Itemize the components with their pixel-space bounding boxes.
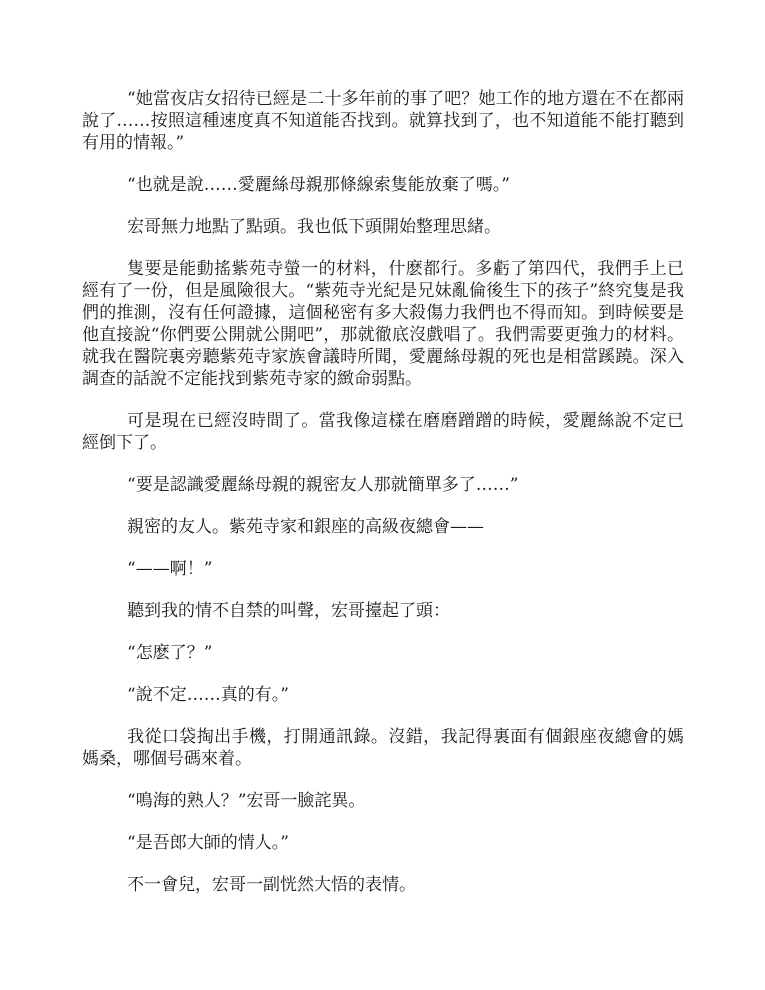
- paragraph: 宏哥無力地點了點頭。我也低下頭開始整理思緒。: [127, 217, 502, 237]
- paragraph: 親密的友人。紫苑寺家和銀座的高級夜總會——: [127, 517, 485, 537]
- paragraph: 可是現在已經沒時間了。當我像這樣在磨磨蹭蹭的時候，愛麗絲說不定已經倒下了。: [82, 411, 684, 453]
- body-text: [82, 88, 684, 916]
- paragraph: 不一會兒，宏哥一副恍然大悟的表情。: [127, 875, 417, 895]
- paragraph: 聽到我的情不自禁的叫聲，宏哥擡起了頭：: [127, 601, 451, 621]
- paragraph: “是吾郎大師的情人。”: [127, 833, 289, 853]
- paragraph: “也就是說……愛麗絲母親那條線索隻能放棄了嗎。”: [127, 175, 510, 195]
- paragraph: 我從口袋掏出手機，打開通訊錄。沒錯，我記得裏面有個銀座夜總會的媽媽桑，哪個号碼來着。: [82, 727, 684, 769]
- paragraph: “她當夜店女招待已經是二十多年前的事了吧？她工作的地方還在不在都兩說了……按照這種速度真不知道能否找到。就算找到了，也不知道能不能打聽到有用的情報。”: [82, 89, 684, 153]
- paragraph: 隻要是能動搖紫苑寺螢一的材料，什麽都行。多虧了第四代，我們手上已經有了一份，但是風險很大。“紫苑寺光紀是兄妹亂倫後生下的孩子”終究隻是我們的推測，沒有任何證據，這個秘密有多大殺傷力我們也不得而知。到時候要是他直接說“你們要公開就公開吧”，那就徹底沒戲唱了。我們需要更強力的材料。就我在醫院裏旁聽紫苑寺家族會議時所聞，愛麗絲母親的死也是相當蹊蹺。深入調查的話說不定能找到紫苑寺家的緻命弱點。: [82, 259, 684, 389]
- paragraph: “——啊！”: [127, 559, 213, 579]
- paragraph: “說不定……真的有。”: [127, 685, 289, 705]
- paragraph: “要是認識愛麗絲母親的親密友人那就簡單多了……”: [127, 475, 519, 495]
- paragraph: “怎麽了？”: [127, 643, 213, 663]
- paragraph: “鳴海的熟人？”宏哥一臉詫異。: [127, 791, 366, 811]
